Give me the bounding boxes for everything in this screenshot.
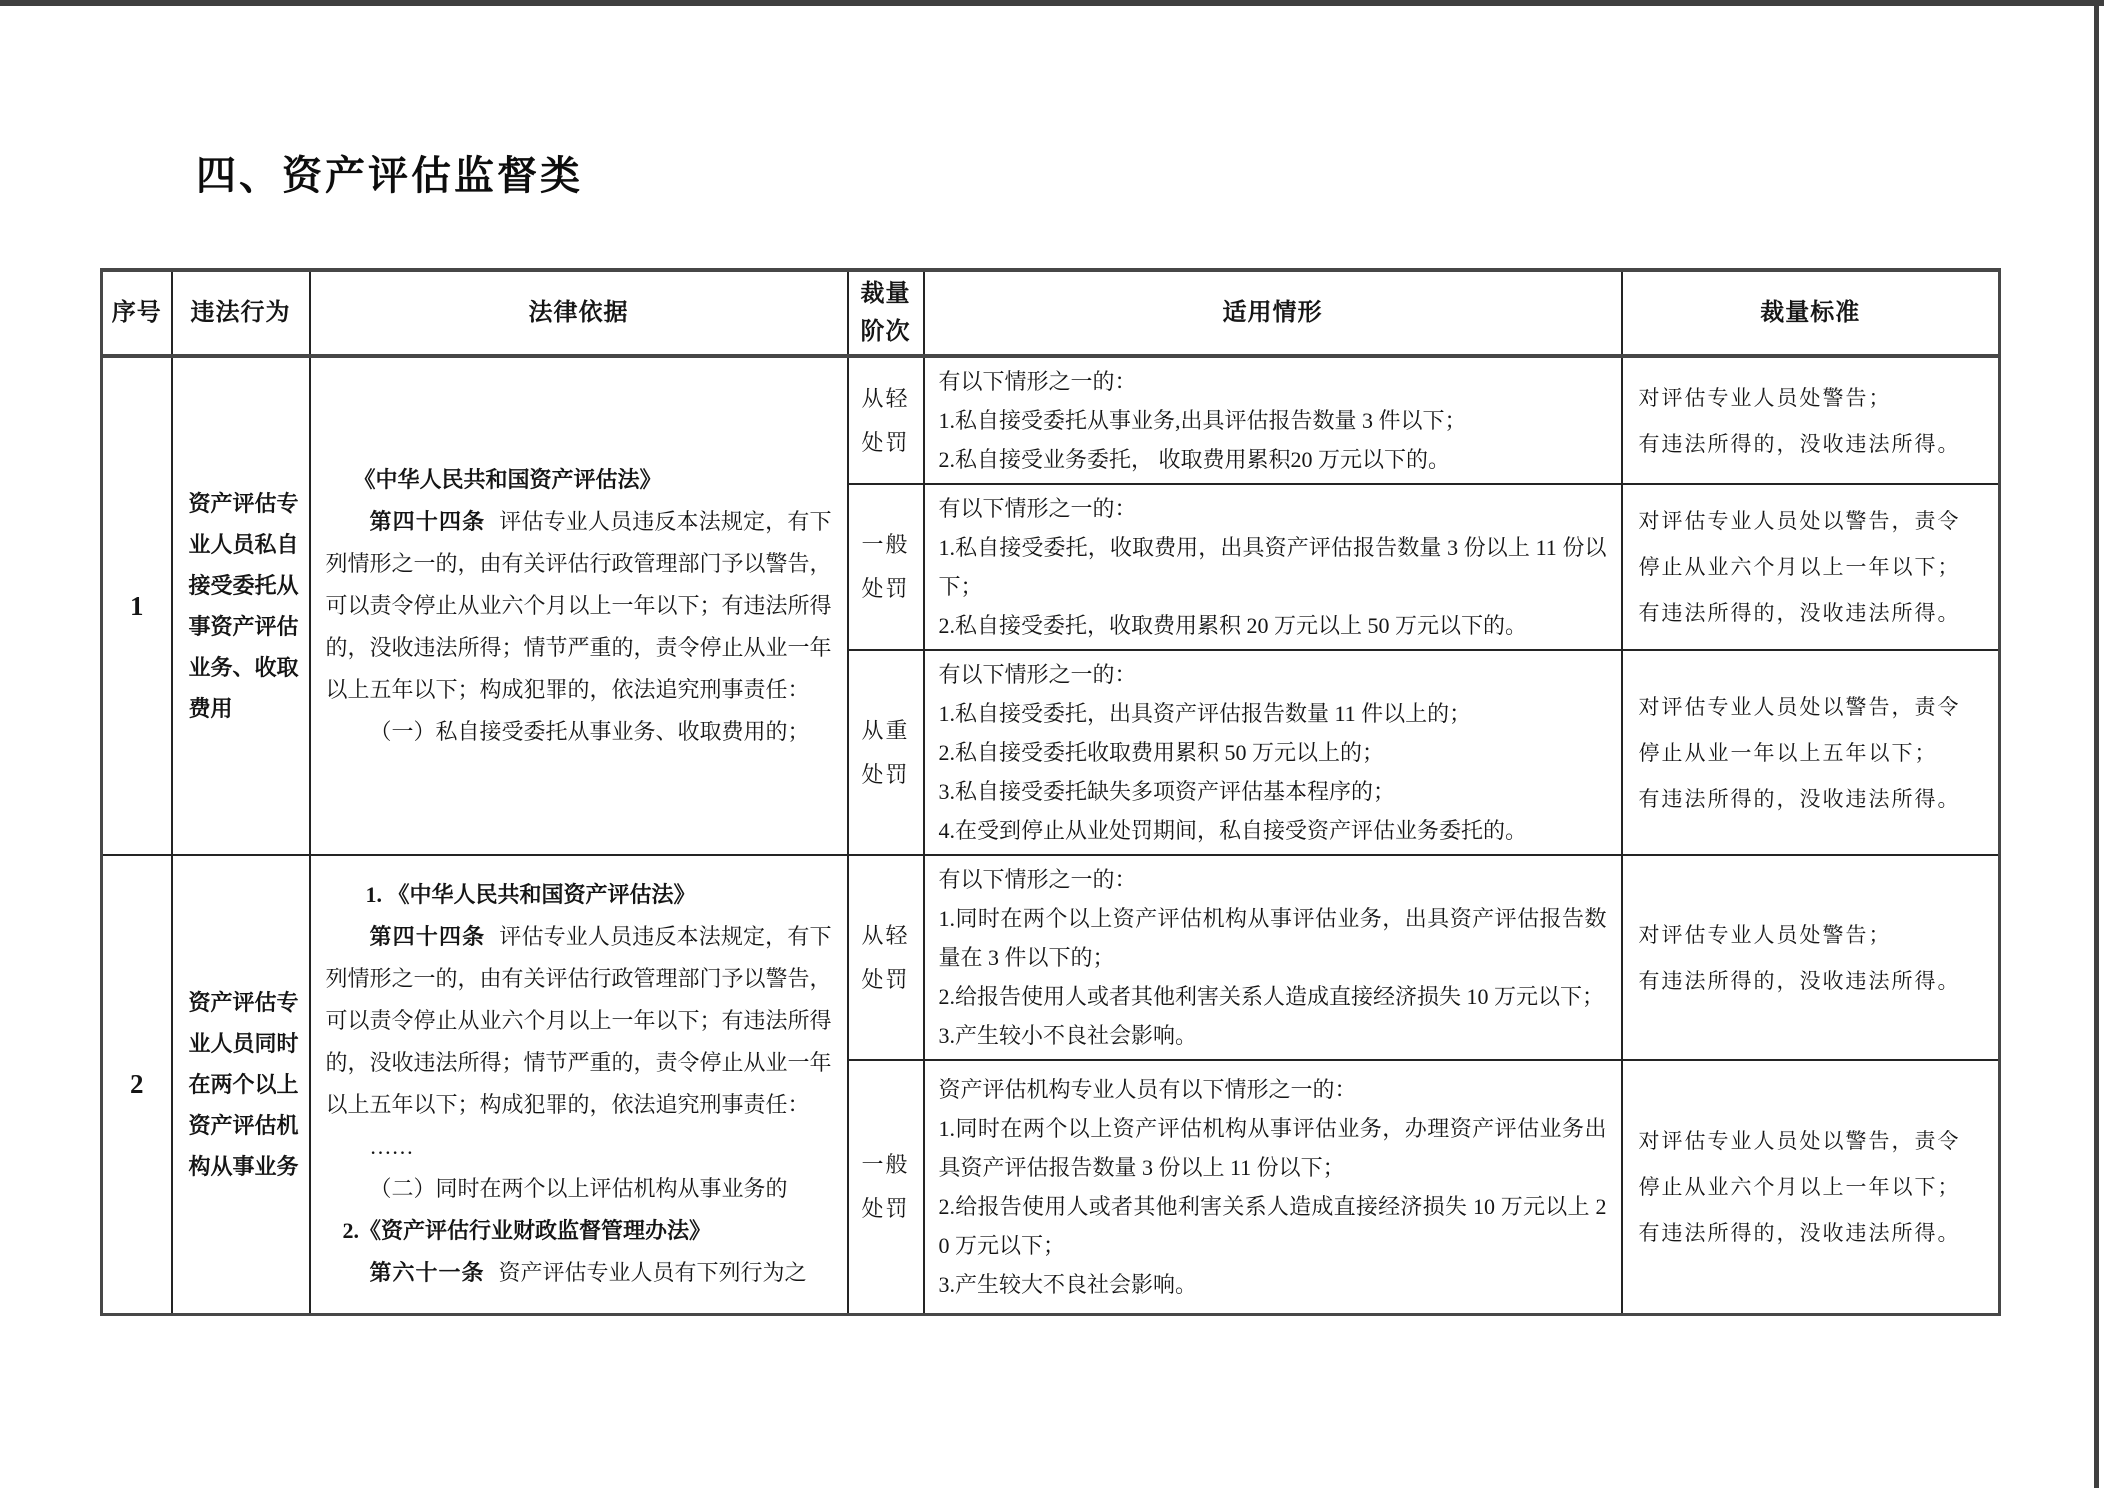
tier-line: 处罚 xyxy=(861,966,910,992)
row2-legal-basis xyxy=(310,855,848,1314)
situation-line: 4.在受到停止从业处罚期间，私自接受资产评估业务委托的。 xyxy=(938,818,1528,843)
standard-line: 有违法所得的，没收违法所得。 xyxy=(1638,601,1961,625)
standard-line: 对评估专业人员处警告； xyxy=(1638,385,1892,410)
ellipsis-line: …… xyxy=(369,1134,414,1160)
row2-behavior: 资产评估专业人员同时在两个以上资产评估机构从事业务 xyxy=(172,855,310,1314)
col-header-tier-line: 裁量 xyxy=(860,281,911,307)
article-number: 第四十四条 xyxy=(369,509,486,534)
row2-tier-light xyxy=(848,855,924,1060)
article-text: 资产评估专业人员有下列行为之 xyxy=(498,1260,807,1286)
situation-line: 1.私自接受委托从事业务,出具评估报告数量 3 件以下； xyxy=(938,408,1467,433)
standard-line: 有违法所得的，没收违法所得。 xyxy=(1638,968,1961,993)
page-title: 四、资产评估监督类 xyxy=(196,154,583,198)
tier-line: 处罚 xyxy=(861,1195,910,1221)
row1-tier-light xyxy=(848,356,924,484)
standard-line: 对评估专业人员处警告； xyxy=(1638,922,1892,947)
standard-line: 有违法所得的，没收违法所得。 xyxy=(1638,786,1961,811)
col-header-tier xyxy=(848,270,924,356)
col-header-situation: 适用情形 xyxy=(924,270,1622,356)
row1-legal-basis xyxy=(310,356,848,855)
row1-behavior: 资产评估专业人员私自接受委托从事资产评估业务、收取费用 xyxy=(172,356,310,855)
col-header-tier-line: 阶次 xyxy=(860,319,911,345)
standard-line: 有违法所得的，没收违法所得。 xyxy=(1638,431,1961,456)
situation-line: 2.给报告使用人或者其他利害关系人造成直接经济损失 10 万元以下； xyxy=(938,984,1605,1009)
situation-line: 有以下情形之一的： xyxy=(938,496,1137,521)
tier-line: 处罚 xyxy=(861,576,910,601)
situation-line: 1.同时在两个以上资产评估机构从事评估业务，办理资产评估业务出具资产评估报告数量 3 份以上 11 份以下； xyxy=(938,1115,1607,1180)
row1-situation-light xyxy=(924,356,1622,484)
situation-line: 2.私自接受委托，收取费用累积 20 万元以上 50 万元以下的。 xyxy=(938,613,1528,638)
standard-line: 对评估专业人员处以警告，责令停止从业一年以上五年以下； xyxy=(1638,694,1961,765)
law-item: （二）同时在两个以上评估机构从事业务的 xyxy=(369,1176,788,1202)
row1-tier-general xyxy=(848,484,924,650)
situation-line: 1.私自接受委托，出具资产评估报告数量 11 件以上的； xyxy=(938,701,1472,726)
law-title: 2.《资产评估行业财政监督管理办法》 xyxy=(342,1218,712,1244)
tier-line: 一般 xyxy=(861,1151,910,1177)
situation-line: 1.同时在两个以上资产评估机构从事评估业务，出具资产评估报告数量在 3 件以下的； xyxy=(938,906,1607,970)
article-text: 评估专业人员违反本法规定，有下列情形之一的，由有关评估行政管理部门予以警告，可以责令停止从业六个月以上一年以下；有违法所得的，没收违法所得；情节严重的，责令停止从业一年以上五年以下；构成犯罪的，依法追究刑事责任： xyxy=(325,509,832,702)
row2-standard-light xyxy=(1622,855,2000,1060)
standard-line: 对评估专业人员处以警告，责令停止从业六个月以上一年以下； xyxy=(1638,509,1961,579)
situation-line: 有以下情形之一的： xyxy=(938,369,1137,394)
row1-situation-heavy xyxy=(924,650,1622,855)
row2-situation-light xyxy=(924,855,1622,1060)
situation-line: 有以下情形之一的： xyxy=(938,662,1137,687)
article-number: 第四十四条 xyxy=(369,924,486,950)
standard-line: 有违法所得的，没收违法所得。 xyxy=(1638,1220,1961,1245)
row1-situation-general xyxy=(924,484,1622,650)
row2-number: 2 xyxy=(102,855,172,1314)
row1-standard-heavy xyxy=(1622,650,2000,855)
situation-line: 3.产生较小不良社会影响。 xyxy=(938,1023,1198,1048)
scan-edge-right xyxy=(2094,0,2099,1488)
table-row xyxy=(102,855,2000,1060)
col-header-no: 序号 xyxy=(102,270,172,356)
standard-line: 对评估专业人员处以警告，责令停止从业六个月以上一年以下； xyxy=(1638,1128,1961,1199)
law-item: （一）私自接受委托从事业务、收取费用的； xyxy=(369,719,810,744)
col-header-legal: 法律依据 xyxy=(310,270,848,356)
situation-line: 有以下情形之一的： xyxy=(938,867,1137,892)
tier-line: 一般 xyxy=(861,532,910,557)
row2-tier-general xyxy=(848,1060,924,1314)
table-row xyxy=(102,356,2000,484)
tier-line: 从轻 xyxy=(861,385,910,411)
article-text: 评估专业人员违反本法规定，有下列情形之一的，由有关评估行政管理部门予以警告，可以责令停止从业六个月以上一年以下；有违法所得的，没收违法所得；情节严重的，责令停止从业一年以上五年以下；构成犯罪的，依法追究刑事责任： xyxy=(325,924,832,1118)
row1-tier-heavy xyxy=(848,650,924,855)
col-header-behavior: 违法行为 xyxy=(172,270,310,356)
row2-standard-general xyxy=(1622,1060,2000,1314)
header-row xyxy=(102,270,2000,356)
situation-line: 1.私自接受委托，收取费用，出具资产评估报告数量 3 份以上 11 份以下； xyxy=(938,535,1607,599)
row1-standard-general xyxy=(1622,484,2000,650)
tier-line: 从重 xyxy=(861,717,910,743)
scan-edge-top xyxy=(0,0,2104,6)
article-number: 第六十一条 xyxy=(369,1260,485,1286)
situation-line: 3.私自接受委托缺失多项资产评估基本程序的； xyxy=(938,779,1396,804)
situation-line: 资产评估机构专业人员有以下情形之一的： xyxy=(938,1076,1357,1102)
discretion-table xyxy=(100,268,2001,1316)
row1-standard-light xyxy=(1622,356,2000,484)
situation-line: 3.产生较大不良社会影响。 xyxy=(938,1271,1198,1297)
situation-line: 2.私自接受委托收取费用累积 50 万元以上的； xyxy=(938,740,1385,765)
tier-line: 处罚 xyxy=(861,761,910,787)
tier-line: 处罚 xyxy=(861,429,910,455)
row1-number: 1 xyxy=(102,356,172,855)
law-title: 《中华人民共和国资产评估法》 xyxy=(353,467,662,492)
row2-situation-general xyxy=(924,1060,1622,1314)
situation-line: 2.私自接受业务委托， 收取费用累积20 万元以下的。 xyxy=(938,447,1451,472)
tier-line: 从轻 xyxy=(861,922,910,948)
law-title: 1. 《中华人民共和国资产评估法》 xyxy=(365,882,696,908)
col-header-standard: 裁量标准 xyxy=(1622,270,2000,356)
situation-line: 2.给报告使用人或者其他利害关系人造成直接经济损失 10 万元以上 20 万元以下； xyxy=(938,1193,1607,1258)
